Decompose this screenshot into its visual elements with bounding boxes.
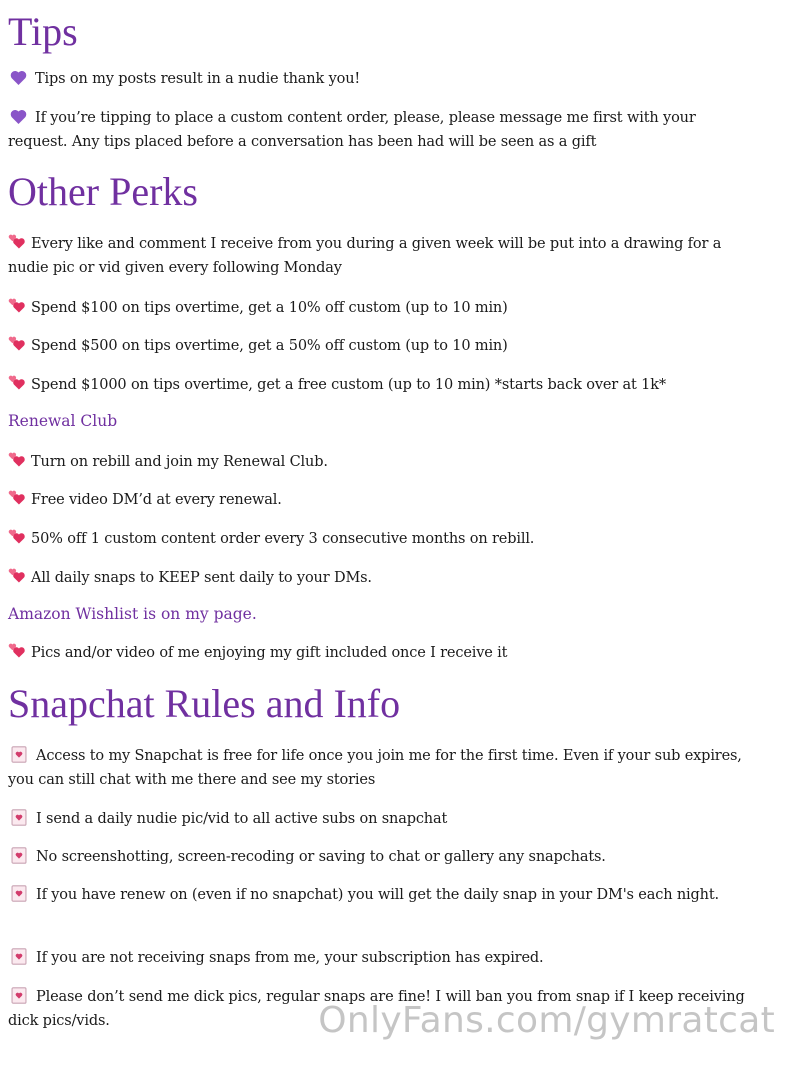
renewal-club-heading: Renewal Club [8,412,118,430]
two-hearts-icon [8,568,27,584]
list-item [8,67,753,91]
snapchat-item-text: I send a daily nudie pic/vid to all active subs on snapchat [36,811,448,827]
two-hearts-icon [8,336,27,352]
two-hearts-icon [8,298,27,314]
snapchat-item-text: Please don’t send me dick pics, regular snaps are fine! I will ban you from snap if I keep receiving dick pics/vids. [8,989,745,1029]
two-hearts-icon [8,529,27,545]
perk-item-text: Spend $500 on tips overtime, get a 50% off custom (up to 10 min) [31,338,508,354]
love-letter-icon [11,885,27,902]
snapchat-item-text: If you have renew on (even if no snapchat) you will get the daily snap in your DM's each night. [36,887,719,903]
list-item [8,334,753,358]
renewal-item-text: Turn on rebill and join my Renewal Club. [31,454,328,470]
list-item [8,373,753,397]
wishlist-item-text: Pics and/or video of me enjoying my gift included once I receive it [31,645,508,661]
renewal-item-text: 50% off 1 custom content order every 3 consecutive months on rebill. [31,531,535,547]
two-hearts-icon [8,375,27,391]
perk-item-text: Spend $100 on tips overtime, get a 10% off custom (up to 10 min) [31,300,508,316]
list-item [8,641,753,665]
list-item [8,450,753,474]
snapchat-heading: Snapchat Rules and Info [8,681,401,726]
perk-item-text: Spend $1000 on tips overtime, get a free custom (up to 10 min) *starts back over at 1k* [31,377,666,393]
love-letter-icon [11,987,27,1004]
love-letter-icon [11,809,27,826]
snapchat-item-text: If you are not receiving snaps from me, your subscription has expired. [36,950,544,966]
list-item [8,527,753,551]
renewal-item-text: Free video DM’d at every renewal. [31,492,282,508]
list-item [8,296,753,320]
list-item [8,106,753,154]
two-hearts-icon [8,452,27,468]
snapchat-item-text: No screenshotting, screen-recoding or saving to chat or gallery any snapchats. [36,849,606,865]
list-item [8,845,753,869]
two-hearts-icon [8,234,27,250]
snapchat-item-text: Access to my Snapchat is free for life once you join me for the first time. Even if your sub expires, you can still chat with me there and see my stories [8,748,742,788]
list-item [8,807,753,831]
two-hearts-icon [8,643,27,659]
wishlist-heading: Amazon Wishlist is on my page. [8,605,257,623]
purple-heart-icon [10,109,27,124]
love-letter-icon [11,847,27,864]
purple-heart-icon [10,70,27,85]
other-perks-heading: Other Perks [8,169,198,214]
list-item [8,883,753,907]
list-item [8,946,753,970]
two-hearts-icon [8,490,27,506]
love-letter-icon [11,746,27,763]
perk-item-text: Every like and comment I receive from you during a given week will be put into a drawing for a nudie pic or vid given every following Monday [8,236,722,276]
list-item [8,566,753,590]
list-item [8,488,753,512]
tips-heading: Tips [8,9,78,54]
list-item [8,744,753,792]
tips-item-text: Tips on my posts result in a nudie thank you! [35,71,361,87]
tips-item-text: If you’re tipping to place a custom content order, please, please message me first with your request. Any tips placed before a conversation has been had will be seen as a gift [8,110,696,150]
watermark: OnlyFans.com/gymratcat [318,1000,775,1041]
list-item [8,232,753,280]
love-letter-icon [11,948,27,965]
renewal-item-text: All daily snaps to KEEP sent daily to your DMs. [31,570,372,586]
